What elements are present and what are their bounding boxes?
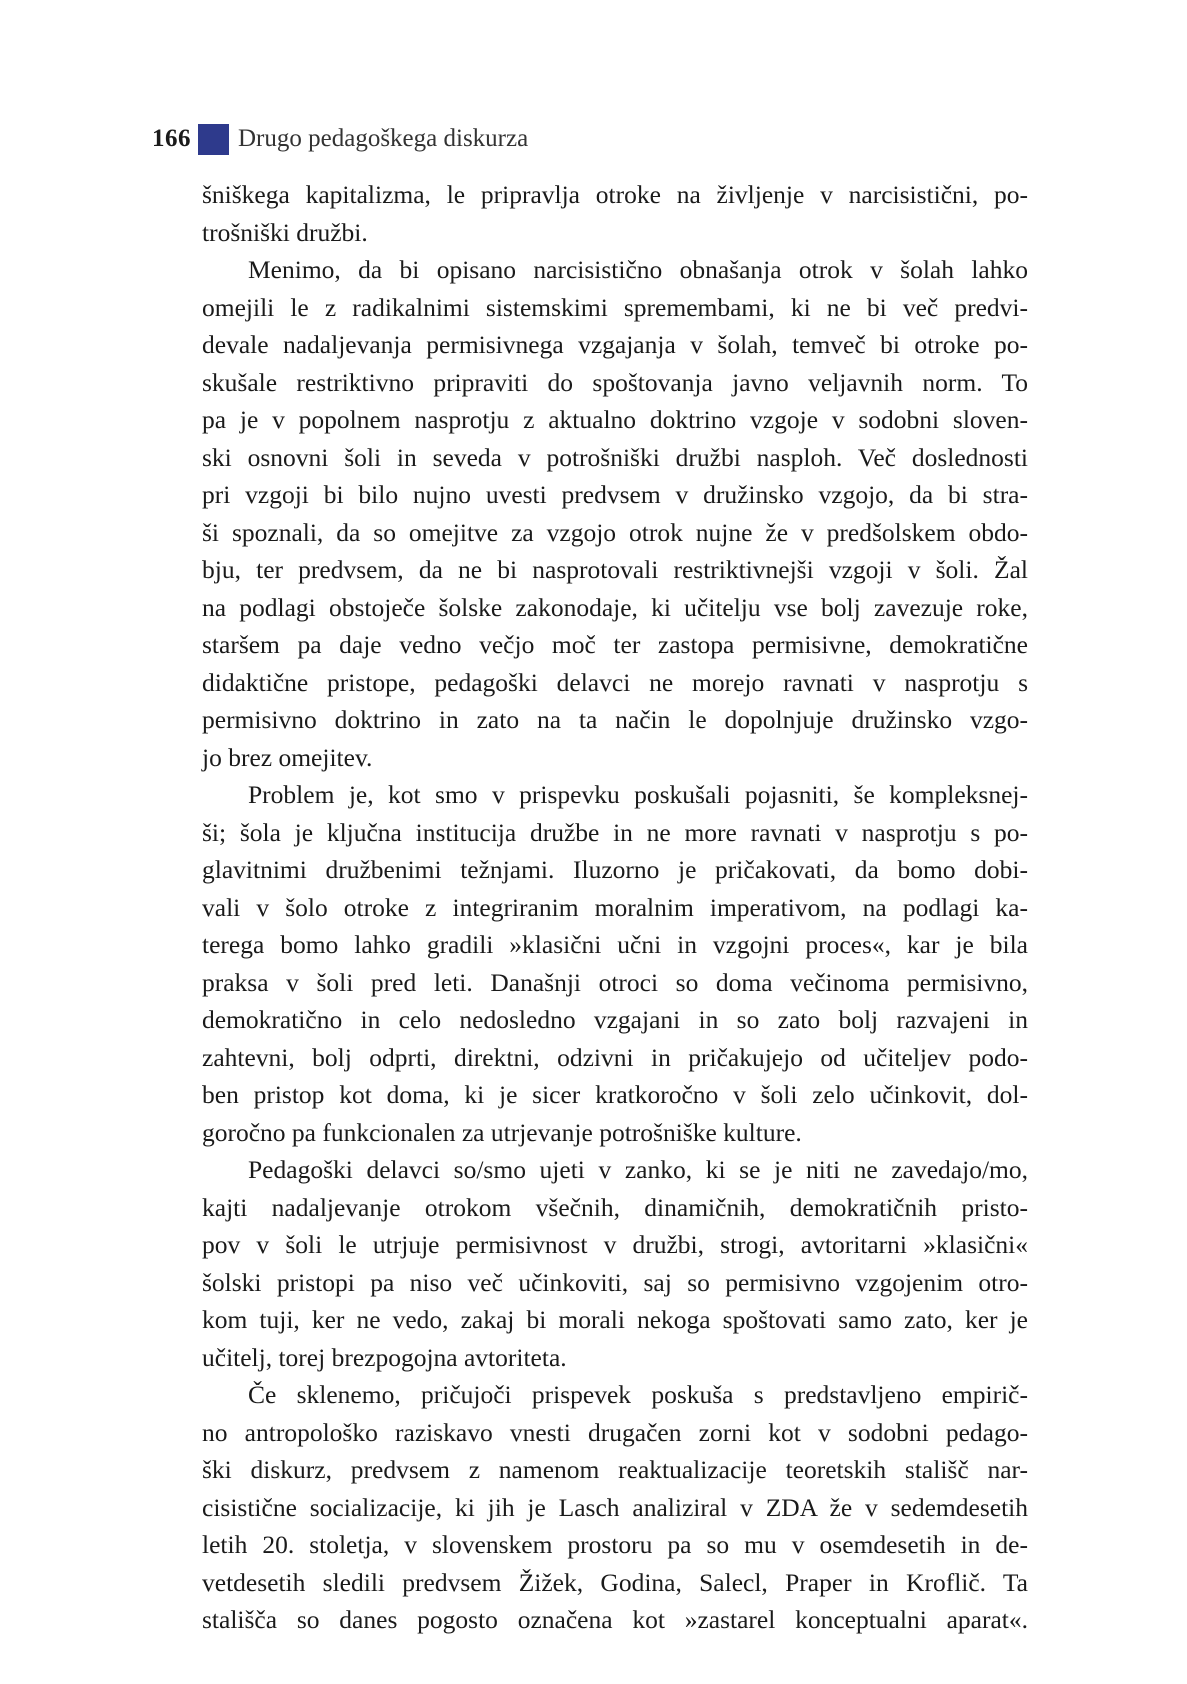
body-text [202, 176, 1028, 1639]
text-line: demokratično in celo nedosledno vzgajani in so zato bolj razvajeni in [202, 1005, 1028, 1034]
text-line: pri vzgoji bi bilo nujno uvesti predvsem v družinsko vzgojo, da bi stra- [202, 480, 1028, 509]
text-line: vali v šolo otroke z integriranim moralnim imperativom, na podlagi ka- [202, 892, 1028, 922]
text-line: Pedagoški delavci so/smo ujeti v zanko, ki se je niti ne zavedajo/mo, [248, 1155, 1028, 1184]
text-line: pa je v popolnem nasprotju z aktualno doktrino vzgoje v sodobni sloven- [202, 405, 1028, 434]
text-line: zahtevni, bolj odprti, direktni, odzivni in pričakujejo od učiteljev podo- [202, 1042, 1028, 1072]
text-line: didaktične pristope, pedagoški delavci ne morejo ravnati v nasprotju s [202, 667, 1028, 697]
text-line: ski osnovni šoli in seveda v potrošniški družbi nasploh. Več doslednosti [202, 442, 1028, 472]
text-line: stališča so danes pogosto označena kot »zastarel konceptualni aparat«. [202, 1605, 1028, 1634]
text-line: ši; šola je ključna institucija družbe in ne more ravnati v nasprotju s po- [202, 817, 1028, 847]
header-accent-square [198, 124, 229, 155]
page-header [152, 122, 528, 156]
text-line: vetdesetih sledili predvsem Žižek, Godina, Salecl, Praper in Kroflič. Ta [202, 1567, 1028, 1597]
text-line: šolski pristopi pa niso več učinkoviti, saj so permisivno vzgojenim otro- [202, 1267, 1028, 1297]
text-line: skušale restriktivno pripraviti do spoštovanja javno veljavnih norm. To [202, 367, 1028, 397]
text-line: bju, ter predvsem, da ne bi nasprotovali restriktivnejši vzgoji v šoli. Žal [202, 555, 1028, 584]
text-line: cisistične socializacije, ki jih je Lasch analiziral v ZDA že v sedemdesetih [202, 1492, 1028, 1522]
text-line: terega bomo lahko gradili »klasični učni in vzgojni proces«, kar je bila [202, 930, 1028, 959]
text-line: ški diskurz, predvsem z namenom reaktualizacije teoretskih stališč nar- [202, 1455, 1028, 1484]
text-line: kom tuji, ker ne vedo, zakaj bi morali nekoga spoštovati samo zato, ker je [202, 1305, 1028, 1334]
text-line: goročno pa funkcionalen za utrjevanje potrošniške kulture. [202, 1117, 802, 1147]
text-line: jo brez omejitev. [202, 742, 373, 772]
text-line: devale nadaljevanja permisivnega vzgajanja v šolah, temveč bi otroke po- [202, 330, 1028, 359]
text-line: staršem pa daje vedno večjo moč ter zastopa permisivne, demokratične [202, 630, 1028, 659]
text-line: pov v šoli le utrjuje permisivnost v družbi, strogi, avtoritarni »klasični« [202, 1230, 1028, 1259]
text-line: trošniški družbi. [202, 217, 368, 247]
text-line: praksa v šoli pred leti. Današnji otroci so doma večinoma permisivno, [202, 967, 1028, 997]
text-line: učitelj, torej brezpogojna avtoriteta. [202, 1342, 567, 1372]
text-line: glavitnimi družbenimi težnjami. Iluzorno je pričakovati, da bomo dobi- [202, 855, 1028, 884]
text-line: ben pristop kot doma, ki je sicer kratkoročno v šoli zelo učinkovit, dol- [202, 1080, 1028, 1109]
text-line: Menimo, da bi opisano narcisistično obnašanja otrok v šolah lahko [248, 255, 1028, 284]
text-line: no antropološko raziskavo vnesti drugačen zorni kot v sodobni pedago- [202, 1417, 1028, 1447]
text-line: Če sklenemo, pričujoči prispevek poskuša s predstavljeno empirič- [248, 1380, 1028, 1409]
text-line: ši spoznali, da so omejitve za vzgojo otrok nujne že v predšolskem obdo- [202, 517, 1028, 547]
page-number: 166 [152, 125, 191, 152]
running-title: Drugo pedagoškega diskurza [238, 125, 529, 152]
text-line: šniškega kapitalizma, le pripravlja otroke na življenje v narcisistični, po- [202, 180, 1028, 209]
text-line: permisivno doktrino in zato na ta način le dopolnjuje družinsko vzgo- [202, 705, 1028, 734]
text-line: letih 20. stoletja, v slovenskem prostoru pa so mu v osemdesetih in de- [202, 1530, 1028, 1559]
text-line: Problem je, kot smo v prispevku poskušali pojasniti, še kompleksnej- [248, 780, 1028, 809]
text-line: omejili le z radikalnimi sistemskimi spremembami, ki ne bi več predvi- [202, 292, 1028, 322]
text-line: kajti nadaljevanje otrokom všečnih, dinamičnih, demokratičnih pristo- [202, 1192, 1028, 1222]
text-line: na podlagi obstoječe šolske zakonodaje, ki učitelju vse bolj zavezuje roke, [202, 592, 1028, 622]
